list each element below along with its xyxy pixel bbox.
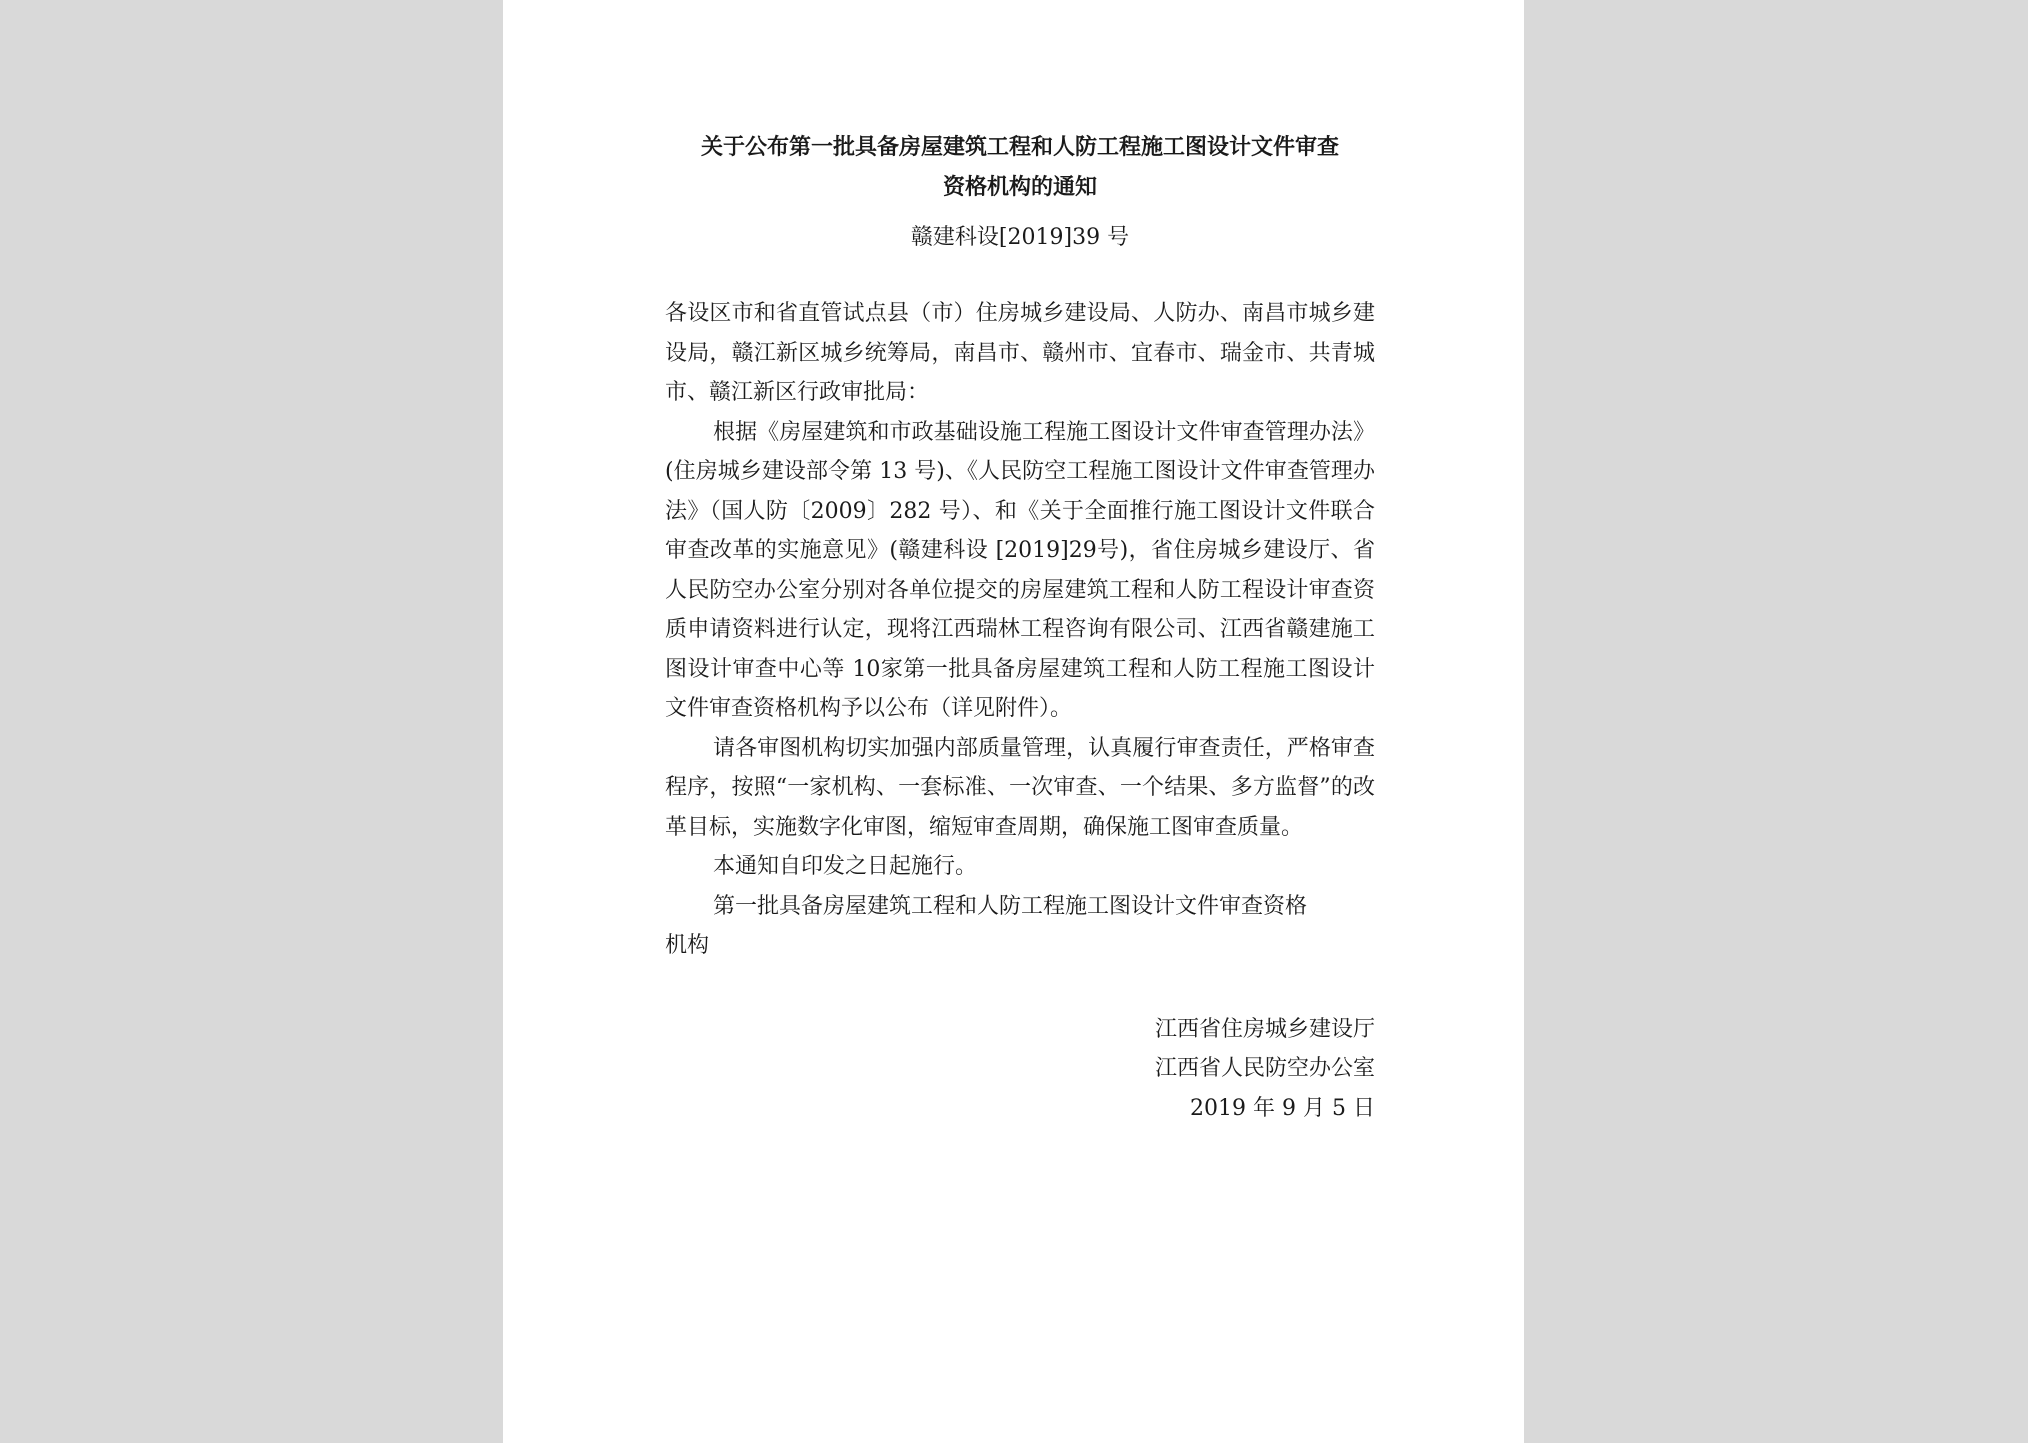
body-paragraph-2: 请各审图机构切实加强内部质量管理，认真履行审查责任，严格审查程序，按照“一家机构、一套标准、一次审查、一个结果、多方监督”的改革目标，实施数字化审图，缩短审查周期，确保施工图审查质量。 bbox=[665, 735, 1375, 840]
body-paragraph-3: 本通知自印发之日起施行。 bbox=[713, 854, 978, 879]
document-content bbox=[665, 128, 1375, 1128]
body-paragraph-1: 根据《房屋建筑和市政基础设施工程施工图设计文件审查管理办法》(住房城乡建设部令第 13 号)、《人民防空工程施工图设计文件审查管理办法》（国人防〔2009〕282 号）、和《关于全面推行施工图设计文件联合审查改革的实施意见》(赣建科设 [2019]29号)，省住房城乡建设厅、省人民防空办公室分别对各单位提交的房屋建筑工程和人防工程设计审查资质申请资料进行认定，现将江西瑞林工程咨询有限公司、江西省赣建施工图设计审查中心等 10家第一批具备房屋建筑工程和人防工程施工图设计文件审查资格机构予以公布（详见附件）。 bbox=[665, 419, 1375, 721]
document-number: 赣建科设[2019]39 号 bbox=[910, 225, 1130, 250]
signature-block bbox=[665, 1010, 1375, 1129]
document-title bbox=[665, 128, 1375, 208]
attachment-note bbox=[665, 887, 1375, 966]
issuer-housing-department: 江西省住房城乡建设厅 bbox=[1154, 1016, 1375, 1042]
document-page bbox=[503, 0, 1524, 1443]
attachment-line-2: 机构 bbox=[665, 933, 710, 958]
issue-date: 2019 年 9 月 5 日 bbox=[1190, 1095, 1375, 1121]
addressee: 各设区市和省直管试点县（市）住房城乡建设局、人防办、南昌市城乡建设局，赣江新区城乡统筹局，南昌市、赣州市、宜春市、瑞金市、共青城市、赣江新区行政审批局： bbox=[665, 301, 1375, 405]
issuer-civil-defense-office: 江西省人民防空办公室 bbox=[1154, 1056, 1375, 1081]
title-line-1: 关于公布第一批具备房屋建筑工程和人防工程施工图设计文件审查 bbox=[700, 135, 1339, 160]
attachment-line-1: 第一批具备房屋建筑工程和人防工程施工图设计文件审查资格 bbox=[713, 893, 1308, 919]
title-line-2: 资格机构的通知 bbox=[942, 175, 1097, 200]
